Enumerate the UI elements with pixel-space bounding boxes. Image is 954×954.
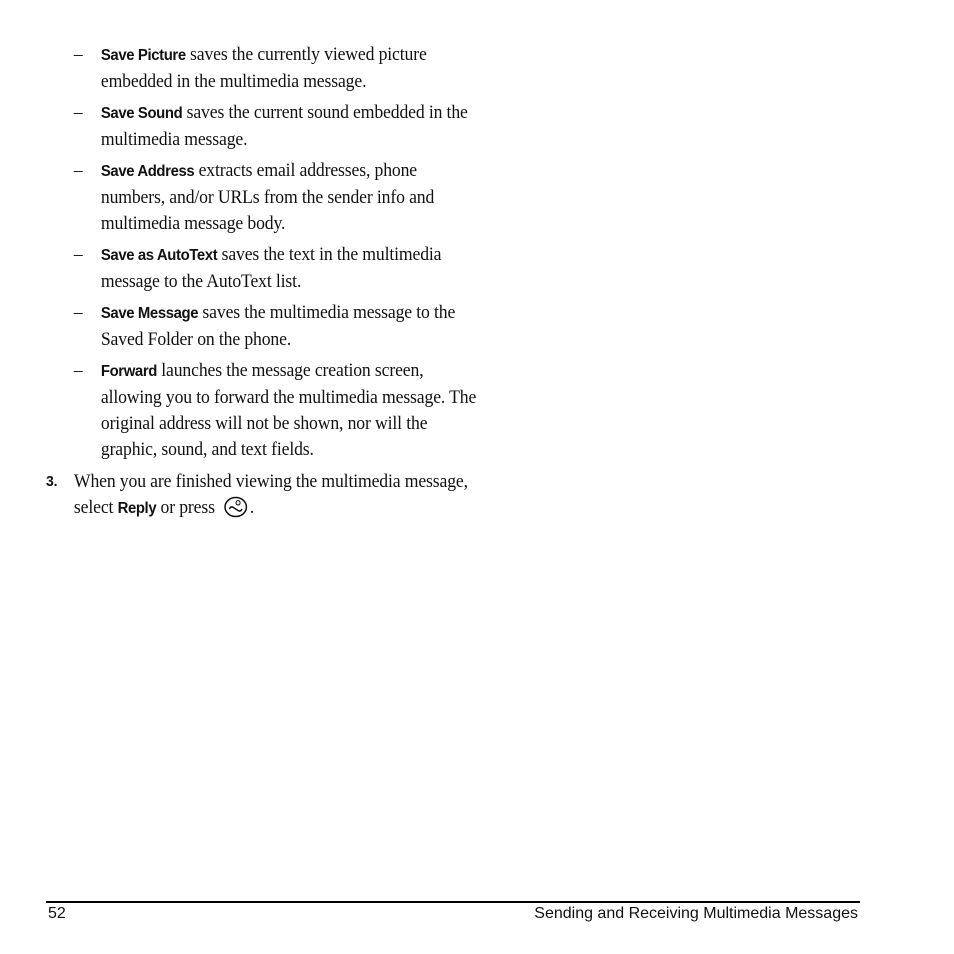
reply-term: Reply: [117, 500, 157, 517]
list-dash: –: [73, 360, 83, 381]
menu-term: Forward: [100, 363, 157, 380]
list-dash: –: [73, 302, 83, 323]
list-dash: –: [73, 244, 83, 265]
list-item-save-picture: [46, 42, 482, 95]
item-description: launches the message creation screen, allowing you to forward the multimedia message. The original address will not be shown, nor will the graphic, sound, and text fields.: [100, 360, 477, 460]
item-description: saves the current sound embedded in the multimedia message.: [100, 102, 468, 150]
item-description: saves the text in the multimedia message to the AutoText list.: [100, 244, 442, 292]
list-dash: –: [73, 44, 83, 65]
item-description: extracts email addresses, phone numbers, and/or URLs from the sender info and multimedia message body.: [100, 160, 435, 234]
item-description: saves the multimedia message to the Saved Folder on the phone.: [100, 302, 456, 350]
list-item-save-message: [46, 300, 482, 353]
menu-term: Save Sound: [100, 105, 183, 122]
list-item-save-sound: [46, 100, 482, 153]
step-number: 3.: [46, 473, 58, 490]
section-title: Sending and Receiving Multimedia Messages: [534, 905, 858, 922]
menu-term: Save Message: [100, 305, 199, 322]
list-item-save-address: [46, 158, 482, 237]
step-text-before: When you are finished viewing the multimedia message, select: [73, 471, 468, 518]
item-description: saves the currently viewed picture embedded in the multimedia message.: [100, 44, 427, 92]
page-content: [46, 42, 477, 526]
step-3: [46, 469, 469, 526]
step-text-after: .: [249, 497, 255, 518]
menu-term: Save Picture: [100, 47, 186, 64]
step-text-middle: or press: [156, 497, 220, 518]
list-item-save-as-autotext: [46, 242, 482, 295]
list-item-forward: [46, 358, 482, 463]
list-dash: –: [73, 160, 83, 181]
list-dash: –: [73, 102, 83, 123]
menu-term: Save Address: [100, 163, 195, 180]
footer-rule: [46, 901, 860, 903]
page-number: 52: [48, 905, 66, 922]
menu-term: Save as AutoText: [100, 247, 218, 264]
send-key-icon: [224, 496, 248, 526]
